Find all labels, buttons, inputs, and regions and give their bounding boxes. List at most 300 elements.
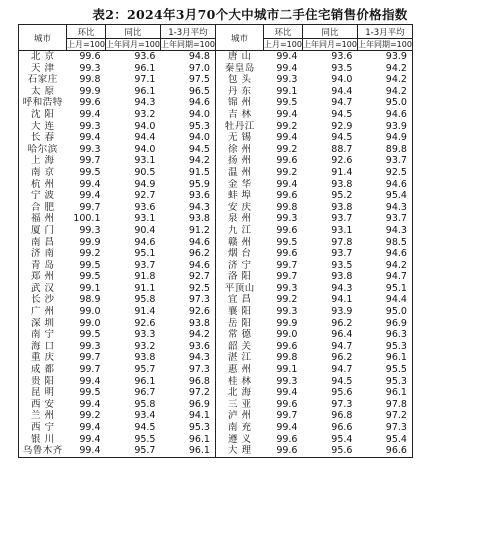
right-mom-cell: 99.3 [276,213,298,225]
right-city-cell: 泉 州 [215,213,263,225]
left-ytd-cell: 94.1 [160,410,215,422]
left-ytd-cell: 94.6 [160,97,215,109]
right-mom-cell: 99.4 [276,178,298,190]
right-yoy-cell: 93.5 [331,62,353,74]
left-mom-cell: 99.7 [79,201,101,213]
left-yoy-cell: 91.1 [134,282,156,294]
left-yoy-cell: 93.8 [134,352,156,364]
left-ytd-cell: 91.5 [160,167,215,179]
right-city-cell: 常 德 [215,329,263,341]
right-ytd-cell: 94.2 [357,63,412,75]
right-city-cell: 惠 州 [215,364,263,376]
left-yoy-cell: 93.4 [134,410,156,422]
left-yoy-cell: 94.0 [134,120,156,132]
left-mom-cell: 99.4 [79,190,101,202]
table-row [19,51,413,63]
table-row [19,155,413,167]
right-city-cell: 桂 林 [215,376,263,388]
right-ytd-cell: 96.6 [357,445,412,457]
right-yoy-cell: 93.8 [331,178,353,190]
right-yoy-cell: 94.7 [331,97,353,109]
right-mom-cell: 99.2 [276,294,298,306]
right-yoy-cell: 96.8 [331,410,353,422]
right-ytd-cell: 97.2 [357,410,412,422]
right-city-cell: 九 江 [215,225,263,237]
table-row [19,364,413,376]
left-ytd-cell: 94.6 [160,260,215,272]
yoy-base-right: 上年同月=100 [302,40,357,49]
right-city-cell: 安 庆 [215,202,263,214]
right-yoy-cell: 95.2 [331,190,353,202]
left-yoy-cell: 92.7 [134,190,156,202]
left-yoy-cell: 94.4 [134,132,156,144]
left-ytd-cell: 97.3 [160,294,215,306]
left-city-cell: 南 京 [19,167,67,179]
right-mom-cell: 99.8 [276,201,298,213]
mom-header-right: 环比 [263,25,302,39]
right-mom-cell: 99.6 [276,155,298,167]
right-ytd-cell: 95.0 [357,306,412,318]
right-ytd-cell: 93.7 [357,155,412,167]
right-yoy-cell: 91.4 [331,166,353,178]
right-city-cell: 锦 州 [215,97,263,109]
right-mom-cell: 99.3 [276,306,298,318]
table-row [19,121,413,133]
left-ytd-cell: 94.6 [160,237,215,249]
left-mom-cell: 99.8 [79,74,101,86]
right-mom-cell: 99.5 [276,236,298,248]
left-mom-cell: 99.7 [79,155,101,167]
right-yoy-cell: 96.6 [331,422,353,433]
right-ytd-cell: 94.6 [357,109,412,121]
left-city-cell: 呼和浩特 [19,97,67,109]
right-ytd-cell: 95.3 [357,376,412,388]
right-city-cell: 洛 阳 [215,271,263,283]
table-row [19,213,413,225]
right-city-cell: 唐 山 [215,51,263,63]
left-yoy-cell: 93.7 [134,259,156,271]
left-city-cell: 福 州 [19,213,67,225]
yoy-header-left: 同比 [106,25,161,39]
right-ytd-cell: 94.2 [357,86,412,98]
right-ytd-cell: 96.1 [357,387,412,399]
left-mom-cell: 99.3 [79,224,101,236]
left-yoy-cell: 95.1 [134,248,156,260]
right-mom-cell: 99.8 [276,352,298,364]
left-city-cell: 合 肥 [19,202,67,214]
right-mom-cell: 99.3 [276,282,298,294]
mom-header-left: 环比 [67,25,106,39]
right-ytd-cell: 94.2 [357,260,412,272]
left-ytd-cell: 93.6 [160,190,215,202]
right-mom-cell: 99.6 [263,445,302,457]
left-yoy-cell: 95.5 [134,433,156,445]
mom-base-right: 上月=100 [263,40,302,49]
left-yoy-cell: 93.6 [134,201,156,213]
left-yoy-cell: 93.2 [134,340,156,352]
right-ytd-cell: 95.0 [357,97,412,109]
left-mom-cell: 99.9 [79,85,101,97]
right-ytd-cell: 97.3 [357,422,412,434]
table-row [19,109,413,121]
right-yoy-cell: 93.7 [331,213,353,225]
left-city-cell: 大 连 [19,121,67,133]
left-ytd-cell: 94.5 [160,144,215,156]
left-ytd-cell: 93.8 [160,318,215,330]
right-city-cell: 丹 东 [215,86,263,98]
right-yoy-cell: 97.8 [331,236,353,248]
right-ytd-cell: 94.3 [357,225,412,237]
left-yoy-cell: 91.8 [134,271,156,283]
right-city-cell: 扬 州 [215,155,263,167]
left-city-cell: 天 津 [19,63,67,75]
right-city-cell: 三 亚 [215,399,263,411]
table-row [19,97,413,109]
left-city-cell: 广 州 [19,306,67,318]
left-yoy-cell: 95.8 [134,294,156,306]
yoy-header-right: 同比 [302,25,357,39]
page-title: 表2：2024年3月70个大中城市二手住宅销售价格指数 [92,7,408,22]
table-row [19,283,413,295]
table-row [19,202,413,214]
left-ytd-cell: 95.3 [160,422,215,434]
left-ytd-cell: 96.9 [160,399,215,411]
right-yoy-cell: 93.1 [331,224,353,236]
table-row [19,237,413,249]
left-yoy-cell: 93.2 [134,108,156,120]
table-row [19,376,413,388]
left-city-cell: 宁 波 [19,190,67,202]
table-row [19,260,413,272]
left-ytd-cell: 92.6 [160,306,215,318]
left-ytd-cell: 93.6 [160,341,215,353]
left-yoy-cell: 96.1 [134,62,156,74]
right-ytd-cell: 96.3 [357,329,412,341]
left-yoy-cell: 95.8 [134,398,156,410]
right-mom-cell: 99.4 [276,422,298,433]
left-mom-cell: 99.2 [79,410,101,422]
left-city-cell: 银 川 [19,434,67,446]
right-mom-cell: 99.1 [276,364,298,376]
table-row [19,74,413,86]
left-city-cell: 郑 州 [19,271,67,283]
right-yoy-cell: 94.7 [331,340,353,352]
table-row [19,179,413,191]
right-ytd-cell: 98.5 [357,237,412,249]
left-ytd-cell: 94.0 [160,109,215,121]
right-yoy-cell: 94.5 [331,375,353,387]
left-mom-cell: 99.5 [79,329,101,341]
right-ytd-cell: 94.2 [357,74,412,86]
left-mom-cell: 99.3 [79,120,101,132]
right-yoy-cell: 93.7 [331,248,353,260]
left-mom-cell: 99.4 [79,422,101,433]
left-ytd-cell: 96.1 [160,445,215,457]
right-yoy-cell: 95.6 [302,445,357,457]
right-ytd-cell: 95.4 [357,190,412,202]
right-ytd-cell: 95.3 [357,341,412,353]
left-yoy-cell: 94.5 [134,422,156,433]
mom-base-left: 上月=100 [67,40,105,49]
right-mom-cell: 99.3 [276,375,298,387]
right-ytd-cell: 95.4 [357,434,412,446]
right-ytd-cell: 94.7 [357,271,412,283]
left-ytd-cell: 94.2 [160,329,215,341]
right-mom-cell: 99.4 [276,387,298,399]
left-ytd-cell: 97.3 [160,364,215,376]
left-ytd-cell: 91.2 [160,225,215,237]
left-city-cell: 海 口 [19,341,67,353]
right-city-cell: 大 理 [215,445,263,457]
table-row [19,132,413,144]
right-yoy-cell: 88.7 [331,143,353,155]
yoy-base-left: 上年同月=100 [106,40,160,49]
left-mom-cell: 99.7 [79,352,101,364]
right-yoy-cell: 94.5 [331,132,353,144]
left-city-cell: 贵 阳 [19,376,67,388]
table-row [19,410,413,422]
left-yoy-cell: 96.7 [134,387,156,399]
right-city-cell: 宜 昌 [215,294,263,306]
left-ytd-cell: 94.3 [160,202,215,214]
left-yoy-cell: 91.4 [134,306,156,318]
left-city-cell: 兰 州 [19,410,67,422]
ytd-base-left: 上年同期=100 [160,40,215,49]
right-yoy-cell: 92.9 [331,120,353,132]
right-mom-cell: 99.5 [276,97,298,109]
right-yoy-cell: 96.2 [331,352,353,364]
left-mom-cell: 99.4 [67,445,106,457]
left-mom-cell: 99.6 [79,97,101,109]
right-city-cell: 无 锡 [215,132,263,144]
left-city-cell: 哈尔滨 [19,144,67,156]
right-ytd-cell: 94.4 [357,294,412,306]
table-row [19,294,413,306]
table-row [19,190,413,202]
right-yoy-cell: 95.6 [331,387,353,399]
left-yoy-cell: 97.1 [134,74,156,86]
left-ytd-cell: 95.9 [160,179,215,191]
left-mom-cell: 99.9 [79,236,101,248]
right-mom-cell: 99.7 [276,271,298,283]
ytd-base-right: 上年同期=100 [357,40,412,49]
table-row [19,248,413,260]
right-ytd-cell: 94.3 [357,202,412,214]
right-yoy-cell: 94.3 [331,282,353,294]
right-mom-cell: 99.4 [276,108,298,120]
right-mom-cell: 99.6 [276,190,298,202]
right-mom-cell: 99.6 [276,248,298,260]
right-city-cell: 南 充 [215,422,263,434]
left-mom-cell: 99.3 [79,143,101,155]
left-city-cell: 乌鲁木齐 [19,445,67,457]
left-city-cell: 西 宁 [19,422,67,434]
left-city-cell: 厦 门 [19,225,67,237]
left-yoy-cell: 95.7 [106,445,161,457]
table-row [19,341,413,353]
left-yoy-cell: 90.5 [134,166,156,178]
right-city-cell: 包 头 [215,74,263,86]
left-yoy-cell: 93.6 [134,51,156,62]
table-row [19,318,413,330]
table-row [19,271,413,283]
left-yoy-cell: 96.1 [134,85,156,97]
right-yoy-cell: 94.0 [331,74,353,86]
left-ytd-cell: 92.7 [160,271,215,283]
right-yoy-cell: 94.4 [331,85,353,97]
left-ytd-cell: 94.3 [160,352,215,364]
left-yoy-cell: 94.6 [134,236,156,248]
left-yoy-cell: 94.3 [134,97,156,109]
left-city-cell: 成 都 [19,364,67,376]
left-mom-cell: 99.4 [79,375,101,387]
left-mom-cell: 99.5 [79,259,101,271]
left-ytd-cell: 96.2 [160,248,215,260]
left-ytd-cell: 94.2 [160,155,215,167]
left-ytd-cell: 97.0 [160,63,215,75]
right-mom-cell: 99.6 [276,398,298,410]
right-ytd-cell: 94.9 [357,132,412,144]
table-row [19,434,413,446]
right-city-cell: 牡丹江 [215,121,263,133]
left-ytd-cell: 96.1 [160,434,215,446]
right-mom-cell: 99.3 [276,74,298,86]
left-mom-cell: 99.4 [79,398,101,410]
right-yoy-cell: 93.9 [331,306,353,318]
table-row [19,399,413,411]
right-mom-cell: 99.1 [276,85,298,97]
right-city-cell: 北 海 [215,387,263,399]
table-row [19,86,413,98]
right-yoy-cell: 94.1 [331,294,353,306]
left-mom-cell: 99.4 [79,132,101,144]
left-mom-cell: 99.2 [79,248,101,260]
right-city-cell: 金 华 [215,179,263,191]
left-city-cell: 长 春 [19,132,67,144]
right-city-cell: 秦皇岛 [215,63,263,75]
right-yoy-cell: 94.5 [331,108,353,120]
right-mom-cell: 99.4 [276,132,298,144]
left-ytd-cell: 92.5 [160,283,215,295]
left-city-cell: 青 岛 [19,260,67,272]
right-ytd-cell: 97.8 [357,399,412,411]
table-row [19,329,413,341]
left-city-cell: 上 海 [19,155,67,167]
right-city-cell: 蚌 埠 [215,190,263,202]
price-index-table [18,24,413,458]
right-mom-cell: 99.7 [276,410,298,422]
left-city-cell: 西 安 [19,399,67,411]
left-mom-cell: 99.3 [79,340,101,352]
left-city-cell: 杭 州 [19,179,67,191]
ytd-header-left: 1-3月平均 [160,25,215,39]
right-yoy-cell: 93.5 [331,259,353,271]
right-ytd-cell: 92.5 [357,167,412,179]
right-yoy-cell: 96.4 [331,329,353,341]
right-city-cell: 烟 台 [215,248,263,260]
right-city-cell: 岳 阳 [215,318,263,330]
left-city-cell: 北 京 [19,51,67,63]
left-mom-cell: 99.0 [79,317,101,329]
left-ytd-cell: 94.0 [160,132,215,144]
left-mom-cell: 98.9 [79,294,101,306]
ytd-header-right: 1-3月平均 [357,25,412,39]
right-ytd-cell: 94.6 [357,179,412,191]
left-yoy-cell: 93.1 [134,155,156,167]
table-row [19,306,413,318]
left-yoy-cell: 94.0 [134,143,156,155]
right-ytd-cell: 95.5 [357,364,412,376]
left-mom-cell: 99.5 [79,387,101,399]
table-row [19,63,413,75]
left-city-cell: 石家庄 [19,74,67,86]
right-yoy-cell: 93.8 [331,271,353,283]
table-row [19,445,413,457]
right-yoy-cell: 97.3 [331,398,353,410]
right-yoy-cell: 92.6 [331,155,353,167]
left-yoy-cell: 93.1 [134,213,156,225]
right-ytd-cell: 96.9 [357,318,412,330]
left-ytd-cell: 94.8 [160,51,215,63]
left-ytd-cell: 97.5 [160,74,215,86]
right-mom-cell: 99.4 [276,62,298,74]
left-yoy-cell: 93.3 [134,329,156,341]
left-city-cell: 沈 阳 [19,109,67,121]
table-row [19,422,413,434]
right-ytd-cell: 95.1 [357,283,412,295]
right-ytd-cell: 93.9 [357,121,412,133]
right-city-cell: 温 州 [215,167,263,179]
right-ytd-cell: 89.8 [357,144,412,156]
left-city-cell: 重 庆 [19,352,67,364]
left-mom-cell: 99.7 [79,364,101,376]
left-ytd-cell: 96.8 [160,376,215,388]
left-city-cell: 长 沙 [19,294,67,306]
table-body [19,51,413,458]
right-mom-cell: 99.4 [276,51,298,62]
left-city-cell: 南 宁 [19,329,67,341]
left-mom-cell: 100.1 [73,213,101,225]
left-mom-cell: 99.4 [79,433,101,445]
table-row [19,144,413,156]
left-city-cell: 深 圳 [19,318,67,330]
table-row [19,225,413,237]
right-yoy-cell: 95.4 [331,433,353,445]
right-city-cell: 吉 林 [215,109,263,121]
right-ytd-cell: 93.7 [357,213,412,225]
left-ytd-cell: 96.5 [160,86,215,98]
left-yoy-cell: 92.6 [134,317,156,329]
right-ytd-cell: 96.1 [357,352,412,364]
right-mom-cell: 99.2 [276,120,298,132]
left-mom-cell: 99.0 [79,306,101,318]
right-mom-cell: 99.0 [276,329,298,341]
right-mom-cell: 99.7 [276,259,298,271]
left-city-cell: 武 汉 [19,283,67,295]
right-yoy-cell: 93.8 [331,201,353,213]
left-mom-cell: 99.6 [79,51,101,62]
right-city-cell: 济 宁 [215,260,263,272]
left-city-cell: 昆 明 [19,387,67,399]
right-yoy-cell: 96.2 [331,317,353,329]
right-city-cell: 韶 关 [215,341,263,353]
right-ytd-cell: 93.9 [357,51,412,63]
left-city-cell: 太 原 [19,86,67,98]
right-yoy-cell: 93.6 [331,51,353,62]
right-ytd-cell: 94.6 [357,248,412,260]
right-mom-cell: 99.2 [276,166,298,178]
right-mom-cell: 99.6 [276,433,298,445]
